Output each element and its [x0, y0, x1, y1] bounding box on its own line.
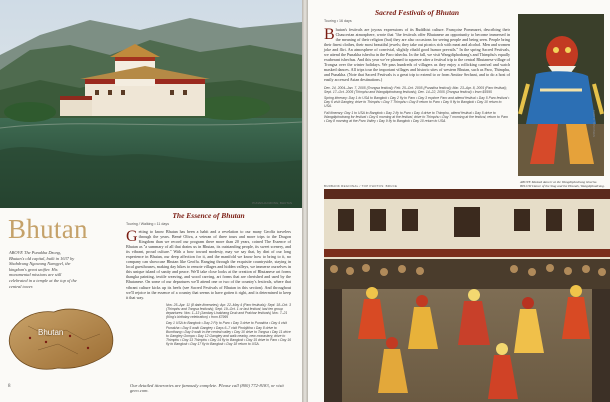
spring-itinerary: Spring itinerary: Day 1 to USA to Bangkok • Day 2 fly to Paro • Day 3 explore Paro and attend festival • Day 5 Paro festival • Day 6 visit Gangtey, drive to Thimphu • Day 7 Thimphu • Day 8 return to Paro • Day 9 fly to Bangkok • Day 10 return to USA.	[324, 95, 510, 109]
departure-dates: Nov. 25–Apr. 11 (8 date-itineraries); Apr. 22–May 4 (Paro festivals); Sept. 18–Oct. 3 (Thimphu and Tongsa festivals); Sept. 19–Oct. 1 or last festival; last ten group departures: Nov. 1–13 (Jambay Lhakhang Drub and Prakhar festivals) Nov. 7–21 (King's birthday celebration) • from $7995	[166, 302, 292, 320]
footer-note: Our detailed itineraries are famously complete. Please call (800) 772-8183, or visit geeo.com.	[130, 383, 284, 393]
sacred-festivals-section	[324, 8, 510, 123]
trip-meta: Touring / Walking • 11 days	[126, 222, 170, 226]
essence-of-bhutan-section	[126, 211, 291, 347]
country-title: Bhutan	[8, 214, 88, 244]
running-head: BURBANK REGIONAL / TOP PHOTOS: BRUCE	[324, 184, 398, 188]
punakha-dzong-photo	[0, 0, 302, 208]
itinerary: Day 1 USA to Bangkok • Day 2 Fly to Paro • Day 3 drive to Punakha • Day 4 visit Punakha • Day 5 walk Gangtey • Days 6–7 visit Phobjikha • Day 8 drive to Bumthang • Day 9 walk in the central valley • Day 10 drive to Tongsa • Day 11 drive to Gangtey Gompa • Day 12 Gangtey and walk nearby, new monastery, drive to Thimphu • Day 13 Thimphu • Day 14 fly to Bangkok • Day 15 drive to Paro • Day 16 fly to Bangkok • Day 17 fly to Bangkok • Day 18 return to USA.	[166, 321, 291, 347]
dzong-photo-caption: ABOVE The Punakha Dzong, Bhutan's old capital, built in 1637 by Shabdrung Ngawang Namgyel, the kingdom's great unifier. His monumental missions are still celebrated in a temple at the top of the central tower.	[9, 250, 77, 289]
hero-photo-caption: PUNAKHA DZONG, BHUTAN	[252, 201, 292, 205]
right-page	[308, 0, 610, 402]
departure-dates: Dec. 24, 2004–Jan. 7, 2005 (Trongsa festival); Feb. 25–Oct. 2005 (Punakha festival); Mar. 23–Apr. 8, 2005 (Paro festival); Sept. 17–Oct. 2005 (Thimphu and Wangdiphodrang festivals); Dec. 14–22, 2005 (Trongsa festival) • from $5595	[324, 85, 507, 94]
left-page	[0, 0, 302, 402]
body-text: hutan's festivals are joyous expressions of its Buddhist culture. Françoise Pommaret, describing their Chaucerian atmosphere, wrote that "the festivals offer Bhutanese an opportunity to become immersed in the meaning of their religion (but) they are also occasions for seeing people and being seen. People bring their finest clothes, their most beautiful jewels; they take out picnics rich with meat and alcohol. Men and women joke and flirt. An atmosphere of convivial, slightly ribald good humor prevails." In the spring Sacred Festivals, we attend the Punakha tshechu in the Paro tshechu. In the fall, we visit Wangdiphodrang's and Thimphu's equally exuberant tshechus. And this year we've planned to squeeze after a festival trip to the central Bhutanese village of Trongsa over the winter holidays. We pass hundreds of villagers as they enjoy a rollicking carnival and watch masked dances. All trips tour the important villages and historic sites of western Bhutan, such as Paro, Thimphu, and Punakha. (Note that Sacred Festivals is a great trip to extend to or from Amitav Sechani, and to do a host of easily accessed Asian destinations.)	[324, 27, 510, 83]
section-heading: The Essence of Bhutan	[172, 211, 245, 220]
bhutan-map	[8, 296, 118, 378]
map-label: Bhutan	[38, 328, 64, 337]
page-number: 8	[8, 384, 11, 389]
section-heading: Sacred Festivals of Bhutan	[375, 8, 459, 17]
dancer-photo-caption: ABOVE Masked dancer at the Wangdiphodrang tshechu. BELOW Dance of the Stag and the Hounds, Wangdiphodrang.	[520, 180, 605, 189]
masked-dancer-photo	[518, 14, 604, 176]
fall-itinerary: Fall itinerary: Day 1 to USA to Bangkok • Day 2 fly to Paro • Day 4 drive to Thimphu, attend festival • Day 5 drive to Wangdiphodrang for festival • Day 6 morning at the festival, drive to Thimphu • Day 7 morning at the festival, return to Paro • Day 8 morning at the Paro Valley • Day 9 fly to Bangkok • Day 10 return to USA.	[324, 110, 508, 123]
trip-meta: Touring • 16 days	[324, 19, 352, 23]
body-text: etting to know Bhutan has been a habit and a revelation to our many Geoffa travelers through the years. Bemé Oliva, a veteran of three tours and more trips to the Dragon Kingdom than we record our program there more than 20 years, coined The Essence of Bhutan as "a summary of all that drains us in Bhutan, its outstanding people, its sweet scenery, and its vibrant, proud culture." With a bow toward modesty, may we say that, by dint of our long experience in Bhutan, our deep affection for it, and the manifold we know how to bring to it, no company can showcase Bhutan like Geoffa. Ranging through the exquisite countryside, staying in local guesthouses, making day hikes to remote villages and hidden valleys, we immerse ourselves in this unique island of sanity and peace. We'll take close looks at the creation of Bhutanese art forms thangka painting, textile weaving, and wood carving, art forms that are cherished and used by the Bhutanese. On some of our departures we'll attend one or two of the country's festivals, where that vibrant culture kicks up its heels (see Sacred Festivals of Bhutan in this section). And throughout we'll rejoice in the essence of a country that seems to have gotten it right, and is determined to keep it that way.	[126, 229, 291, 300]
body-paragraph	[126, 229, 291, 300]
drop-cap: B	[324, 26, 335, 43]
drop-cap: G	[126, 228, 138, 245]
body-paragraph	[324, 27, 510, 83]
photo-credit: PHOTO: TOM OWEN	[592, 110, 596, 138]
festival-dance-photo	[324, 189, 610, 402]
